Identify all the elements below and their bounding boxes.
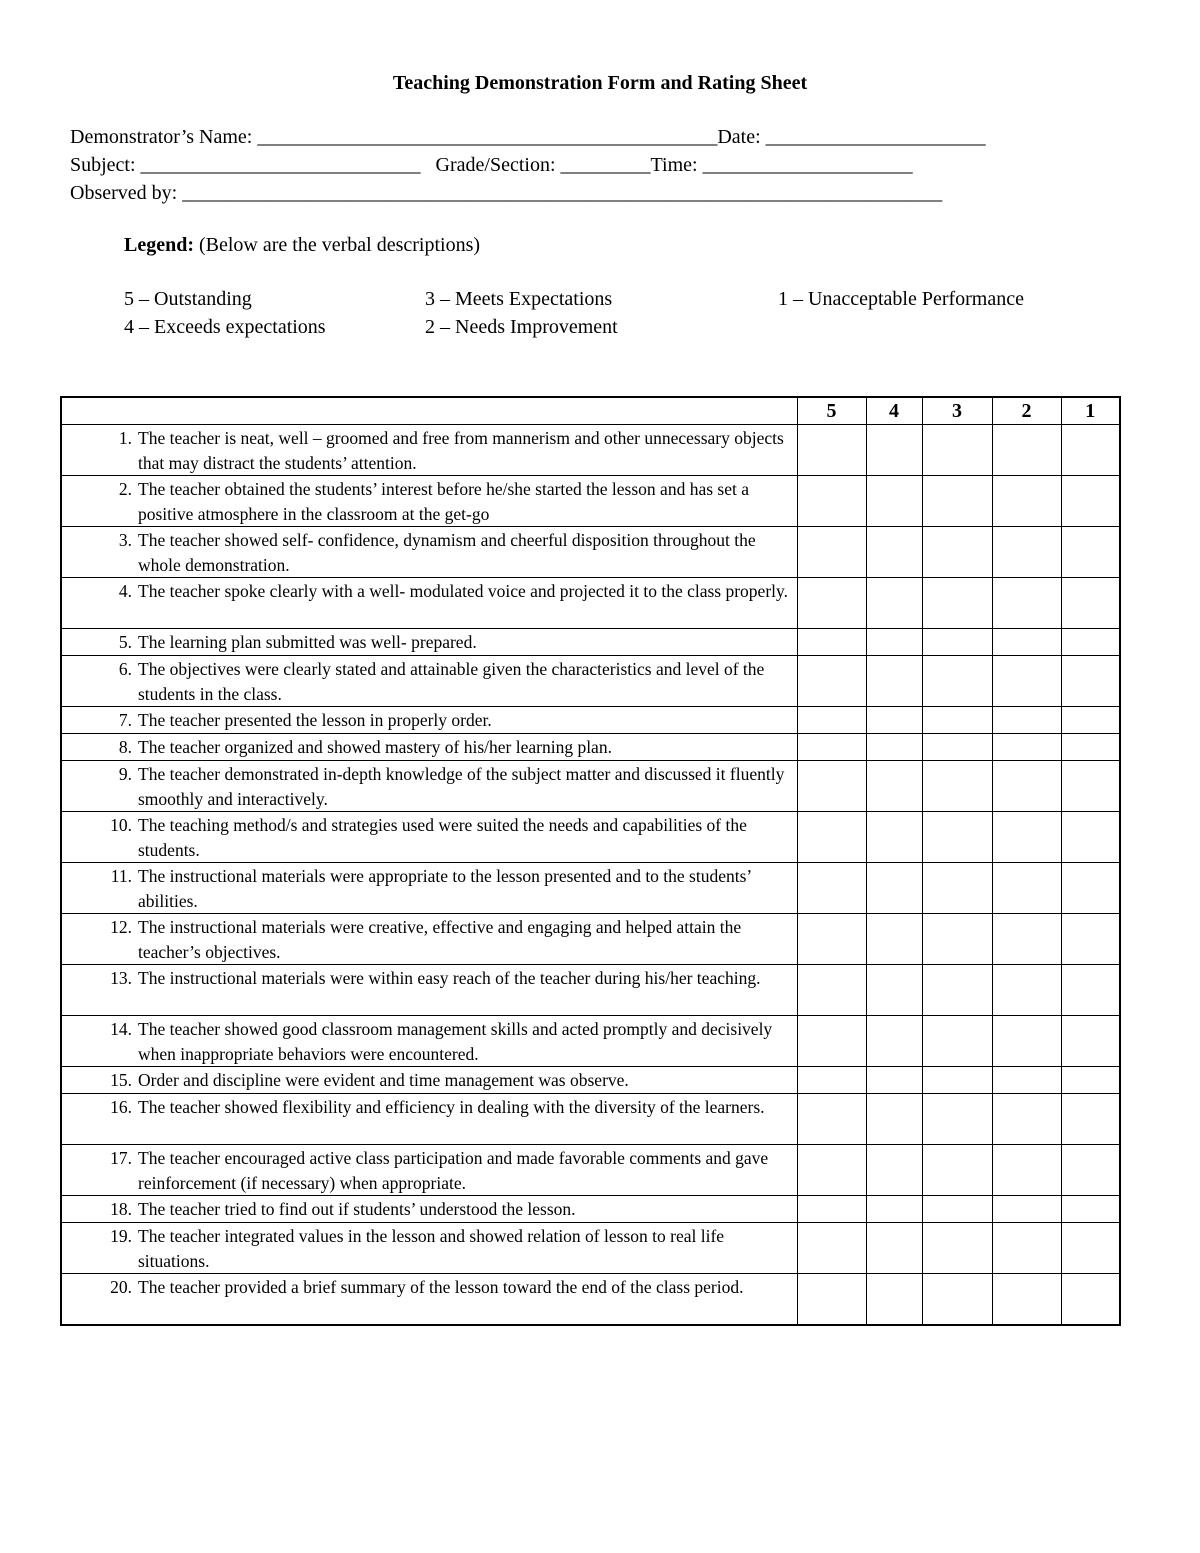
criteria-row xyxy=(61,1067,1120,1094)
rating-cell-3[interactable] xyxy=(922,734,992,761)
criteria-row xyxy=(61,863,1120,914)
criteria-cell xyxy=(61,812,797,863)
criteria-number: 1. xyxy=(118,428,132,448)
criteria-text: The teacher spoke clearly with a well- modulated voice and projected it to the class properly. xyxy=(138,581,789,601)
criteria-body xyxy=(61,425,1120,1325)
rating-cell-2[interactable] xyxy=(992,527,1061,578)
criteria-row xyxy=(61,734,1120,761)
rating-cell-3[interactable] xyxy=(922,1196,992,1223)
criteria-number: 4. xyxy=(118,581,132,601)
rating-cell-2[interactable] xyxy=(992,1196,1061,1223)
rating-cell-2[interactable] xyxy=(992,1223,1061,1274)
rating-cell-5[interactable] xyxy=(797,812,866,863)
rating-cell-5[interactable] xyxy=(797,707,866,734)
criteria-cell xyxy=(61,1094,797,1145)
rating-cell-5[interactable] xyxy=(797,965,866,1016)
rating-cell-3[interactable] xyxy=(922,1145,992,1196)
rating-cell-2[interactable] xyxy=(992,761,1061,812)
rating-cell-1[interactable] xyxy=(1061,1145,1120,1196)
rating-cell-3[interactable] xyxy=(922,863,992,914)
criteria-number: 13. xyxy=(110,968,132,988)
criteria-row xyxy=(61,656,1120,707)
rating-cell-2[interactable] xyxy=(992,734,1061,761)
criteria-cell xyxy=(61,629,797,656)
rating-cell-2[interactable] xyxy=(992,1274,1061,1325)
criteria-row xyxy=(61,1094,1120,1145)
rating-cell-4[interactable] xyxy=(866,761,922,812)
criteria-number: 18. xyxy=(110,1199,132,1219)
criteria-number: 5. xyxy=(118,632,132,652)
criteria-header-cell xyxy=(61,397,797,425)
criteria-text: The teacher showed good classroom management skills and acted promptly and decisively when inappropriate behaviors were encountered. xyxy=(138,1019,773,1064)
rating-cell-4[interactable] xyxy=(866,1274,922,1325)
criteria-row xyxy=(61,1223,1120,1274)
criteria-text: The instructional materials were appropriate to the lesson presented and to the students’ abilities. xyxy=(138,866,751,911)
rating-cell-1[interactable] xyxy=(1061,1274,1120,1325)
rating-cell-1[interactable] xyxy=(1061,1094,1120,1145)
criteria-row xyxy=(61,425,1120,476)
criteria-text: The teacher encouraged active class participation and made favorable comments and gave reinforcement (if necessary) when appropriate. xyxy=(138,1148,769,1193)
criteria-cell xyxy=(61,578,797,629)
rating-header-5: 5 xyxy=(797,397,866,425)
rating-cell-2[interactable] xyxy=(992,656,1061,707)
criteria-text: The learning plan submitted was well- prepared. xyxy=(138,632,477,652)
rating-cell-5[interactable] xyxy=(797,1145,866,1196)
rating-cell-5[interactable] xyxy=(797,578,866,629)
rating-cell-1[interactable] xyxy=(1061,1016,1120,1067)
rating-cell-5[interactable] xyxy=(797,1016,866,1067)
rating-cell-2[interactable] xyxy=(992,425,1061,476)
rating-cell-2[interactable] xyxy=(992,578,1061,629)
rating-cell-3[interactable] xyxy=(922,578,992,629)
criteria-cell xyxy=(61,1196,797,1223)
criteria-text: The teacher showed self- confidence, dynamism and cheerful disposition throughout the whole demonstration. xyxy=(138,530,756,575)
rating-cell-3[interactable] xyxy=(922,1223,992,1274)
rating-cell-4[interactable] xyxy=(866,1016,922,1067)
rating-cell-4[interactable] xyxy=(866,914,922,965)
criteria-row xyxy=(61,914,1120,965)
rating-cell-5[interactable] xyxy=(797,527,866,578)
criteria-text: The teacher presented the lesson in properly order. xyxy=(138,710,492,730)
criteria-text: The instructional materials were within easy reach of the teacher during his/her teaching. xyxy=(138,968,761,988)
rating-cell-2[interactable] xyxy=(992,1145,1061,1196)
rating-cell-5[interactable] xyxy=(797,476,866,527)
criteria-number: 19. xyxy=(110,1226,132,1246)
form-title: Teaching Demonstration Form and Rating Sheet xyxy=(392,72,808,94)
rating-cell-4[interactable] xyxy=(866,1223,922,1274)
rating-cell-3[interactable] xyxy=(922,656,992,707)
criteria-cell xyxy=(61,476,797,527)
rating-cell-2[interactable] xyxy=(992,965,1061,1016)
criteria-row xyxy=(61,1274,1120,1325)
rating-cell-4[interactable] xyxy=(866,1067,922,1094)
legend-label: Legend: xyxy=(124,234,194,256)
rating-cell-3[interactable] xyxy=(922,812,992,863)
criteria-row xyxy=(61,527,1120,578)
criteria-number: 12. xyxy=(110,917,132,937)
criteria-number: 20. xyxy=(110,1277,132,1297)
criteria-cell xyxy=(61,1223,797,1274)
rating-header-4: 4 xyxy=(866,397,922,425)
rating-cell-5[interactable] xyxy=(797,863,866,914)
subject-grade-time-line[interactable] xyxy=(70,154,1105,177)
criteria-row xyxy=(61,1196,1120,1223)
criteria-number: 17. xyxy=(110,1148,132,1168)
criteria-number: 11. xyxy=(110,866,132,886)
criteria-cell xyxy=(61,527,797,578)
criteria-number: 10. xyxy=(110,815,132,835)
rating-cell-1[interactable] xyxy=(1061,812,1120,863)
legend-item-1: 1 – Unacceptable Performance xyxy=(778,288,1024,310)
rating-cell-2[interactable] xyxy=(992,812,1061,863)
rating-cell-1[interactable] xyxy=(1061,761,1120,812)
legend-item-2: 2 – Needs Improvement xyxy=(425,316,618,338)
rating-cell-4[interactable] xyxy=(866,965,922,1016)
criteria-row xyxy=(61,812,1120,863)
rating-cell-5[interactable] xyxy=(797,914,866,965)
criteria-cell xyxy=(61,863,797,914)
rating-table xyxy=(60,396,1121,1326)
rating-cell-2[interactable] xyxy=(992,1016,1061,1067)
legend-description: (Below are the verbal descriptions) xyxy=(199,234,481,256)
rating-cell-3[interactable] xyxy=(922,1016,992,1067)
criteria-cell xyxy=(61,1067,797,1094)
rating-cell-4[interactable] xyxy=(866,1145,922,1196)
rating-cell-3[interactable] xyxy=(922,914,992,965)
rating-cell-5[interactable] xyxy=(797,1274,866,1325)
criteria-cell xyxy=(61,656,797,707)
criteria-number: 7. xyxy=(118,710,132,730)
rating-cell-3[interactable] xyxy=(922,527,992,578)
subject-grade-time-text: Subject: ____________________________ Grade/Section: _________Time: _____________________ xyxy=(70,154,913,176)
rating-cell-5[interactable] xyxy=(797,1196,866,1223)
rating-cell-3[interactable] xyxy=(922,1094,992,1145)
criteria-row xyxy=(61,1145,1120,1196)
rating-cell-3[interactable] xyxy=(922,1274,992,1325)
rating-cell-3[interactable] xyxy=(922,761,992,812)
rating-cell-4[interactable] xyxy=(866,1094,922,1145)
rating-cell-1[interactable] xyxy=(1061,1067,1120,1094)
observed-by-text: Observed by: ____________________________________________________________________________ xyxy=(70,182,943,204)
criteria-text: Order and discipline were evident and time management was observe. xyxy=(138,1070,629,1090)
rating-cell-1[interactable] xyxy=(1061,527,1120,578)
rating-cell-1[interactable] xyxy=(1061,1196,1120,1223)
criteria-row xyxy=(61,761,1120,812)
criteria-number: 2. xyxy=(118,479,132,499)
rating-cell-1[interactable] xyxy=(1061,656,1120,707)
criteria-text: The objectives were clearly stated and attainable given the characteristics and level of the students in the class. xyxy=(138,659,765,704)
criteria-text: The teacher obtained the students’ interest before he/she started the lesson and has set a positive atmosphere in the classroom at the get-go xyxy=(138,479,749,524)
rating-cell-5[interactable] xyxy=(797,425,866,476)
criteria-row xyxy=(61,629,1120,656)
rating-cell-4[interactable] xyxy=(866,863,922,914)
criteria-cell xyxy=(61,914,797,965)
observed-by-line[interactable] xyxy=(70,182,1105,205)
criteria-text: The teaching method/s and strategies used were suited the needs and capabilities of the students. xyxy=(138,815,747,860)
rating-cell-5[interactable] xyxy=(797,1094,866,1145)
rating-cell-3[interactable] xyxy=(922,707,992,734)
rating-header-3: 3 xyxy=(922,397,992,425)
criteria-text: The teacher provided a brief summary of the lesson toward the end of the class period. xyxy=(138,1277,744,1297)
rating-header-1: 1 xyxy=(1061,397,1120,425)
rating-cell-2[interactable] xyxy=(992,476,1061,527)
rating-cell-4[interactable] xyxy=(866,734,922,761)
criteria-number: 14. xyxy=(110,1019,132,1039)
rating-cell-4[interactable] xyxy=(866,527,922,578)
rating-cell-5[interactable] xyxy=(797,629,866,656)
rating-cell-1[interactable] xyxy=(1061,734,1120,761)
criteria-number: 15. xyxy=(110,1070,132,1090)
rating-cell-3[interactable] xyxy=(922,425,992,476)
criteria-text: The teacher showed flexibility and efficiency in dealing with the diversity of the learners. xyxy=(138,1097,765,1117)
rating-cell-5[interactable] xyxy=(797,1067,866,1094)
criteria-cell xyxy=(61,965,797,1016)
rating-cell-3[interactable] xyxy=(922,1067,992,1094)
criteria-text: The teacher organized and showed mastery of his/her learning plan. xyxy=(138,737,612,757)
rating-cell-1[interactable] xyxy=(1061,707,1120,734)
rating-cell-3[interactable] xyxy=(922,629,992,656)
rating-header-row xyxy=(61,397,1120,425)
criteria-number: 6. xyxy=(118,659,132,679)
legend-heading xyxy=(124,234,480,257)
legend-item-3: 3 – Meets Expectations xyxy=(425,288,613,310)
rating-cell-1[interactable] xyxy=(1061,965,1120,1016)
rating-cell-2[interactable] xyxy=(992,1067,1061,1094)
rating-cell-5[interactable] xyxy=(797,1223,866,1274)
criteria-text: The teacher is neat, well – groomed and free from mannerism and other unnecessary objects that may distract the students’ attention. xyxy=(138,428,784,473)
rating-cell-4[interactable] xyxy=(866,578,922,629)
rating-cell-2[interactable] xyxy=(992,914,1061,965)
rating-cell-1[interactable] xyxy=(1061,914,1120,965)
rating-cell-1[interactable] xyxy=(1061,425,1120,476)
criteria-cell xyxy=(61,1274,797,1325)
criteria-text: The teacher demonstrated in-depth knowledge of the subject matter and discussed it fluently smoothly and interactively. xyxy=(138,764,785,809)
rating-cell-3[interactable] xyxy=(922,965,992,1016)
criteria-row xyxy=(61,707,1120,734)
legend-item-5: 5 – Outstanding xyxy=(124,288,252,310)
criteria-cell xyxy=(61,1145,797,1196)
rating-cell-1[interactable] xyxy=(1061,476,1120,527)
criteria-number: 9. xyxy=(118,764,132,784)
rating-cell-4[interactable] xyxy=(866,476,922,527)
rating-cell-1[interactable] xyxy=(1061,578,1120,629)
rating-cell-5[interactable] xyxy=(797,734,866,761)
rating-cell-4[interactable] xyxy=(866,425,922,476)
criteria-cell xyxy=(61,1016,797,1067)
criteria-text: The teacher integrated values in the lesson and showed relation of lesson to real life situations. xyxy=(138,1226,725,1271)
demonstrator-date-line[interactable] xyxy=(70,126,1105,149)
criteria-cell xyxy=(61,425,797,476)
criteria-text: The instructional materials were creative, effective and engaging and helped attain the teacher’s objectives. xyxy=(138,917,742,962)
rating-cell-2[interactable] xyxy=(992,707,1061,734)
criteria-text: The teacher tried to find out if students’ understood the lesson. xyxy=(138,1199,576,1219)
rating-cell-2[interactable] xyxy=(992,863,1061,914)
criteria-number: 3. xyxy=(118,530,132,550)
rating-cell-4[interactable] xyxy=(866,812,922,863)
rating-cell-1[interactable] xyxy=(1061,629,1120,656)
rating-cell-4[interactable] xyxy=(866,1196,922,1223)
legend-item-4: 4 – Exceeds expectations xyxy=(124,316,326,338)
criteria-row xyxy=(61,578,1120,629)
rating-cell-4[interactable] xyxy=(866,656,922,707)
criteria-cell xyxy=(61,707,797,734)
rating-cell-2[interactable] xyxy=(992,629,1061,656)
criteria-cell xyxy=(61,734,797,761)
demonstrator-date-text: Demonstrator’s Name: ______________________________________________Date: ______________________ xyxy=(70,126,986,148)
rating-cell-1[interactable] xyxy=(1061,863,1120,914)
criteria-row xyxy=(61,1016,1120,1067)
rating-cell-3[interactable] xyxy=(922,476,992,527)
criteria-number: 16. xyxy=(110,1097,132,1117)
rating-header-2: 2 xyxy=(992,397,1061,425)
rating-cell-4[interactable] xyxy=(866,629,922,656)
rating-cell-5[interactable] xyxy=(797,656,866,707)
criteria-cell xyxy=(61,761,797,812)
criteria-number: 8. xyxy=(118,737,132,757)
criteria-row xyxy=(61,965,1120,1016)
rating-cell-4[interactable] xyxy=(866,707,922,734)
rating-cell-5[interactable] xyxy=(797,761,866,812)
rating-cell-2[interactable] xyxy=(992,1094,1061,1145)
criteria-row xyxy=(61,476,1120,527)
rating-cell-1[interactable] xyxy=(1061,1223,1120,1274)
